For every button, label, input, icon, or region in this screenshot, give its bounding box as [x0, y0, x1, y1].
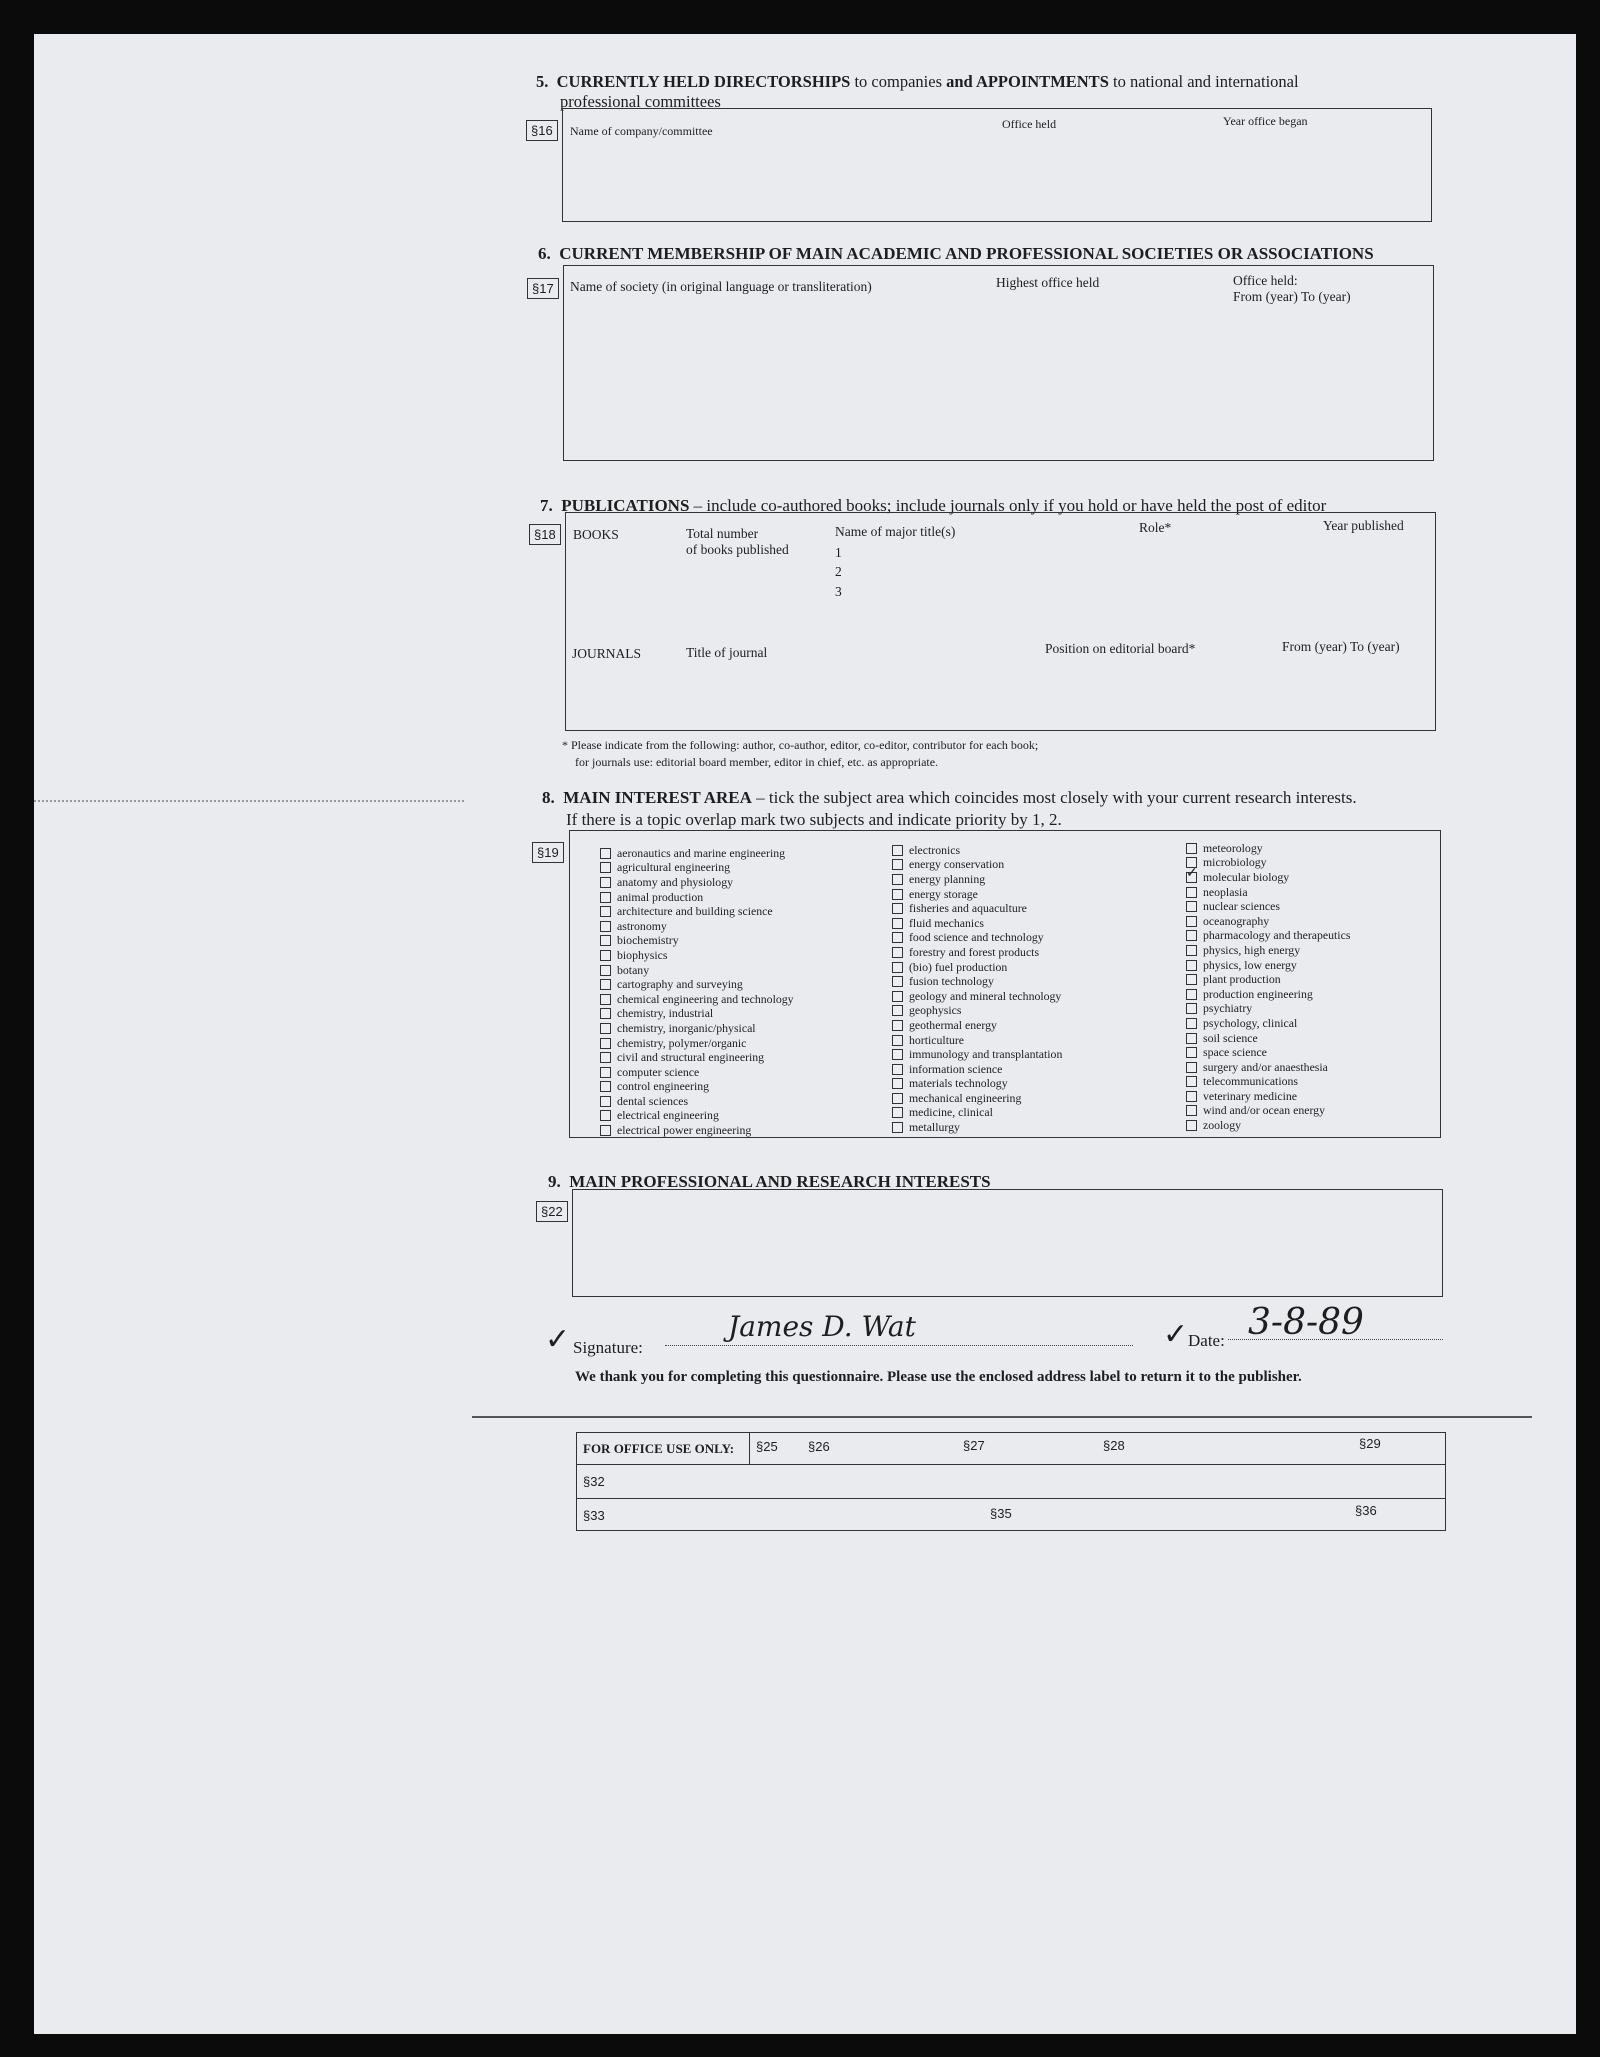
section-tag-22: §22: [536, 1201, 568, 1222]
interest-item[interactable]: [600, 1050, 794, 1065]
interest-item[interactable]: [1186, 1104, 1350, 1119]
office-row-2: [577, 1465, 1446, 1499]
interest-item[interactable]: [892, 1062, 1062, 1077]
interest-label: veterinary medicine: [1203, 1088, 1298, 1103]
interest-checkbox[interactable]: [1186, 1062, 1197, 1073]
interest-item[interactable]: [1186, 1118, 1350, 1133]
interest-label: space science: [1203, 1045, 1267, 1060]
interest-label: energy planning: [909, 871, 986, 886]
interest-item[interactable]: [892, 843, 1062, 858]
interest-checkbox[interactable]: [1186, 1018, 1197, 1029]
interest-checkbox[interactable]: [1186, 843, 1197, 854]
interest-label: production engineering: [1203, 986, 1313, 1001]
interest-label: biophysics: [617, 947, 668, 962]
interest-checkbox[interactable]: [1186, 901, 1197, 912]
interest-item[interactable]: [892, 931, 1062, 946]
signature-label: Signature:: [573, 1338, 643, 1357]
interest-checkbox[interactable]: [1186, 1105, 1197, 1116]
interest-checkbox[interactable]: [600, 1067, 611, 1078]
interest-checkbox[interactable]: [600, 906, 611, 917]
date-check-icon: ✓: [1163, 1318, 1189, 1351]
interest-label: biochemistry: [617, 933, 679, 948]
interest-label: materials technology: [909, 1076, 1008, 1091]
interest-label: electrical engineering: [617, 1108, 719, 1123]
interest-item[interactable]: [1186, 972, 1350, 987]
interest-checkbox[interactable]: [1186, 916, 1197, 927]
office-s33: §33: [583, 1508, 605, 1523]
interest-item[interactable]: [892, 1004, 1062, 1019]
interest-checkbox[interactable]: [1186, 1076, 1197, 1087]
interest-item[interactable]: [1186, 899, 1350, 914]
left-margin-dotted-line: [34, 800, 464, 802]
interest-checkbox[interactable]: [892, 947, 903, 958]
interest-label: wind and/or ocean energy: [1203, 1103, 1325, 1118]
section-5-heading: 5. CURRENTLY HELD DIRECTORSHIPS to companies and APPOINTMENTS to national and international: [536, 72, 1299, 91]
office-row-1: [750, 1433, 1446, 1465]
interest-item[interactable]: [600, 1021, 794, 1036]
office-s29: §29: [1359, 1436, 1381, 1451]
section-tag-18: §18: [529, 524, 561, 545]
interest-item[interactable]: [892, 1018, 1062, 1033]
interest-label: telecommunications: [1203, 1074, 1299, 1089]
interest-checkbox[interactable]: [600, 965, 611, 976]
interest-item[interactable]: [892, 858, 1062, 873]
interest-item[interactable]: [1186, 1089, 1350, 1104]
interest-item[interactable]: [600, 861, 794, 876]
interest-item[interactable]: [892, 1120, 1062, 1135]
interest-item[interactable]: [600, 1036, 794, 1051]
col-society-name: Name of society (in original language or transliteration): [570, 279, 872, 294]
interest-label: aeronautics and marine engineering: [617, 845, 786, 860]
interest-checkbox[interactable]: [600, 1110, 611, 1121]
interest-label: chemistry, polymer/organic: [617, 1035, 747, 1050]
interest-checkbox[interactable]: [892, 1078, 903, 1089]
interest-label: microbiology: [1203, 855, 1267, 870]
interest-label: geophysics: [909, 1003, 962, 1018]
interest-checkbox[interactable]: [892, 903, 903, 914]
interest-label: dental sciences: [617, 1093, 689, 1108]
interest-item[interactable]: [1186, 870, 1350, 885]
interest-checkbox[interactable]: [892, 1049, 903, 1060]
interest-label: immunology and transplantation: [909, 1047, 1063, 1062]
interest-label: anatomy and physiology: [617, 874, 733, 889]
interest-label: animal production: [617, 889, 704, 904]
major-titles-label: Name of major title(s): [835, 524, 956, 539]
interest-item[interactable]: [600, 934, 794, 949]
interest-item[interactable]: [1186, 987, 1350, 1002]
interest-label: information science: [909, 1061, 1003, 1076]
interest-checkbox[interactable]: [600, 892, 611, 903]
total-books-label: Total number: [686, 526, 759, 541]
editorial-position-label: Position on editorial board*: [1045, 641, 1196, 656]
interest-checkbox[interactable]: [1186, 960, 1197, 971]
interest-checkbox[interactable]: [600, 994, 611, 1005]
office-s28: §28: [1103, 1438, 1125, 1453]
interest-item[interactable]: [600, 1123, 794, 1138]
interest-label: botany: [617, 962, 650, 977]
interest-label: energy storage: [909, 886, 978, 901]
interest-item[interactable]: [892, 1047, 1062, 1062]
interest-label: physics, low energy: [1203, 957, 1297, 972]
interest-checkbox[interactable]: [892, 874, 903, 885]
interest-checkbox[interactable]: [892, 976, 903, 987]
interest-checkbox[interactable]: [1186, 872, 1197, 883]
interest-item[interactable]: [1186, 1016, 1350, 1031]
role-footnote: * Please indicate from the following: author, co-author, editor, co-editor, contributor for each book;: [562, 738, 1039, 752]
col-highest-office: Highest office held: [996, 275, 1100, 290]
title-number-1: 1: [835, 545, 842, 560]
interest-label: chemistry, industrial: [617, 1006, 714, 1021]
interest-label: fluid mechanics: [909, 915, 985, 930]
interest-item[interactable]: [600, 875, 794, 890]
section-8-heading: 8. MAIN INTEREST AREA – tick the subject area which coincides most closely with your current research interests.: [542, 788, 1357, 807]
office-row-3: [577, 1499, 1446, 1531]
interest-item[interactable]: [600, 846, 794, 861]
interest-label: astronomy: [617, 918, 667, 933]
interest-label: (bio) fuel production: [909, 959, 1008, 974]
interest-column-3: [1186, 841, 1350, 1133]
interest-checkbox[interactable]: [892, 845, 903, 856]
interest-label: chemistry, inorganic/physical: [617, 1020, 756, 1035]
interest-label: neoplasia: [1203, 884, 1248, 899]
interest-item[interactable]: [600, 977, 794, 992]
office-use-title: FOR OFFICE USE ONLY:: [577, 1433, 750, 1465]
interest-checkbox[interactable]: [892, 1035, 903, 1046]
interest-checkbox[interactable]: [600, 1008, 611, 1019]
section-tag-16: §16: [526, 120, 558, 141]
interest-checkbox[interactable]: [1186, 974, 1197, 985]
interest-checkbox[interactable]: [600, 1038, 611, 1049]
interest-label: plant production: [1203, 972, 1281, 987]
interest-item[interactable]: [600, 1007, 794, 1022]
section-tag-19: §19: [532, 842, 564, 863]
journals-label: JOURNALS: [572, 646, 642, 661]
interest-item[interactable]: [1186, 1060, 1350, 1075]
interest-checkbox[interactable]: [1186, 1120, 1197, 1131]
interest-label: control engineering: [617, 1079, 710, 1094]
interest-item[interactable]: [1186, 885, 1350, 900]
interest-checkbox[interactable]: [892, 1005, 903, 1016]
interest-label: electrical power engineering: [617, 1123, 752, 1138]
role-footnote-line2: for journals use: editorial board member, editor in chief, etc. as appropriate.: [575, 755, 939, 769]
interest-item[interactable]: [892, 1033, 1062, 1048]
col-company-name: Name of company/committee: [570, 124, 713, 138]
interest-label: nuclear sciences: [1203, 899, 1280, 914]
interest-checkbox[interactable]: [600, 950, 611, 961]
interest-checkbox[interactable]: [600, 1081, 611, 1092]
signature-check-icon: ✓: [545, 1323, 571, 1356]
interest-checkbox[interactable]: [892, 1107, 903, 1118]
interest-item[interactable]: [600, 1080, 794, 1095]
office-use-table: [576, 1432, 1446, 1531]
interest-item[interactable]: [1186, 1002, 1350, 1017]
interest-checkbox[interactable]: [600, 877, 611, 888]
office-s32: §32: [583, 1474, 605, 1489]
interest-item[interactable]: [600, 1109, 794, 1124]
year-published-label: Year published: [1323, 518, 1404, 533]
interest-item[interactable]: [600, 1094, 794, 1109]
interest-label: mechanical engineering: [909, 1090, 1022, 1105]
interest-item[interactable]: [892, 872, 1062, 887]
interest-checkbox[interactable]: [892, 918, 903, 929]
interest-checkbox[interactable]: [892, 962, 903, 973]
interest-checkbox[interactable]: [892, 889, 903, 900]
divider-rule: [472, 1416, 1532, 1418]
interest-label: fisheries and aquaculture: [909, 901, 1027, 916]
interest-item[interactable]: [892, 901, 1062, 916]
interest-label: horticulture: [909, 1032, 965, 1047]
interest-label: electronics: [909, 842, 961, 857]
interest-label: fusion technology: [909, 974, 994, 989]
interest-item[interactable]: [600, 1065, 794, 1080]
interest-label: molecular biology: [1203, 869, 1290, 884]
interest-item[interactable]: [892, 1091, 1062, 1106]
office-s26: §26: [808, 1439, 830, 1454]
interest-label: psychology, clinical: [1203, 1015, 1298, 1030]
office-s36: §36: [1355, 1503, 1377, 1518]
interest-checkbox[interactable]: [892, 859, 903, 870]
interest-label: civil and structural engineering: [617, 1050, 765, 1065]
journal-years-label: From (year) To (year): [1282, 639, 1400, 654]
interest-checkbox[interactable]: [892, 1093, 903, 1104]
interest-item[interactable]: [1186, 1075, 1350, 1090]
interest-label: metallurgy: [909, 1120, 960, 1135]
interest-item[interactable]: [892, 960, 1062, 975]
interest-item[interactable]: [1186, 943, 1350, 958]
research-interests-box: [572, 1189, 1443, 1297]
date-label: Date:: [1188, 1331, 1225, 1350]
col-office-years: From (year) To (year): [1233, 289, 1351, 304]
interest-item[interactable]: [892, 916, 1062, 931]
interest-label: agricultural engineering: [617, 860, 731, 875]
interest-item[interactable]: [1186, 929, 1350, 944]
interest-checkbox[interactable]: [892, 1122, 903, 1133]
interest-checkbox[interactable]: [600, 862, 611, 873]
signature-line[interactable]: [665, 1345, 1133, 1346]
interest-checkbox[interactable]: [892, 1064, 903, 1075]
section-6-heading: 6. CURRENT MEMBERSHIP OF MAIN ACADEMIC AND PROFESSIONAL SOCIETIES OR ASSOCIATIONS: [538, 244, 1374, 263]
interest-item[interactable]: [1186, 914, 1350, 929]
interest-item[interactable]: [1186, 1045, 1350, 1060]
interest-item[interactable]: [1186, 856, 1350, 871]
interest-item[interactable]: [1186, 841, 1350, 856]
interest-label: architecture and building science: [617, 904, 773, 919]
interest-label: soil science: [1203, 1030, 1258, 1045]
interest-label: chemical engineering and technology: [617, 991, 794, 1006]
interest-item[interactable]: [892, 1077, 1062, 1092]
interest-label: geology and mineral technology: [909, 988, 1062, 1003]
interest-item[interactable]: [892, 974, 1062, 989]
interest-checkbox[interactable]: [1186, 945, 1197, 956]
interest-item[interactable]: [600, 890, 794, 905]
interest-item[interactable]: [600, 948, 794, 963]
interest-column-1: [600, 846, 794, 1138]
interest-label: computer science: [617, 1064, 700, 1079]
title-number-3: 3: [835, 584, 842, 599]
interest-label: medicine, clinical: [909, 1105, 993, 1120]
interest-item[interactable]: [892, 945, 1062, 960]
interest-label: meteorology: [1203, 840, 1263, 855]
interest-checkbox[interactable]: [1186, 887, 1197, 898]
interest-checkbox[interactable]: [1186, 930, 1197, 941]
thank-you-note: We thank you for completing this questionnaire. Please use the enclosed address label to return it to the publisher.: [575, 1369, 1302, 1385]
interest-label: geothermal energy: [909, 1017, 997, 1032]
office-s25: §25: [756, 1439, 778, 1454]
interest-checkbox[interactable]: [600, 1023, 611, 1034]
interest-item[interactable]: [600, 992, 794, 1007]
interest-checkbox[interactable]: [600, 979, 611, 990]
col-office-held: Office held: [1002, 117, 1057, 131]
interest-label: surgery and/or anaesthesia: [1203, 1059, 1328, 1074]
signature-value: James D. Wat: [728, 1310, 916, 1343]
interest-checkbox[interactable]: [600, 848, 611, 859]
col-office-held-label: Office held:: [1233, 273, 1298, 288]
interest-item[interactable]: [892, 1106, 1062, 1121]
interest-checkbox[interactable]: [892, 991, 903, 1002]
interest-label: food science and technology: [909, 930, 1044, 945]
section-9-heading: 9. MAIN PROFESSIONAL AND RESEARCH INTERESTS: [548, 1172, 991, 1191]
interest-item[interactable]: [600, 904, 794, 919]
interest-item[interactable]: [892, 887, 1062, 902]
role-label: Role*: [1139, 520, 1172, 535]
interest-checkbox[interactable]: [600, 1096, 611, 1107]
section-8-heading-line2: If there is a topic overlap mark two subjects and indicate priority by 1, 2.: [566, 810, 1062, 829]
interest-column-2: [892, 843, 1062, 1135]
interest-item[interactable]: [1186, 1031, 1350, 1046]
interest-checkbox[interactable]: [1186, 1033, 1197, 1044]
interest-label: zoology: [1203, 1118, 1242, 1133]
interest-checkbox[interactable]: [892, 932, 903, 943]
office-s27: §27: [963, 1438, 985, 1453]
interest-label: psychiatry: [1203, 1001, 1253, 1016]
journal-title-label: Title of journal: [686, 645, 768, 660]
title-number-2: 2: [835, 564, 842, 579]
interest-item[interactable]: [1186, 958, 1350, 973]
office-s35: §35: [990, 1506, 1012, 1521]
interest-label: forestry and forest products: [909, 944, 1040, 959]
books-label: BOOKS: [573, 527, 619, 542]
interest-checkbox[interactable]: [600, 921, 611, 932]
interest-checkbox[interactable]: [1186, 1003, 1197, 1014]
interest-label: oceanography: [1203, 913, 1270, 928]
interest-item[interactable]: [600, 919, 794, 934]
interest-label: energy conservation: [909, 857, 1005, 872]
section-5-heading-line2: professional committees: [560, 92, 721, 111]
date-value: 3-8-89: [1248, 1302, 1364, 1343]
interest-checkbox[interactable]: [1186, 1091, 1197, 1102]
interest-checkbox[interactable]: [600, 1052, 611, 1063]
interest-checkbox[interactable]: [1186, 1047, 1197, 1058]
interest-checkbox[interactable]: [600, 1125, 611, 1136]
interest-label: cartography and surveying: [617, 977, 743, 992]
interest-item[interactable]: [600, 963, 794, 978]
total-books-label-2: of books published: [686, 542, 789, 557]
interest-checkbox[interactable]: [1186, 989, 1197, 1000]
interest-label: physics, high energy: [1203, 942, 1301, 957]
interest-item[interactable]: [892, 989, 1062, 1004]
section-tag-17: §17: [527, 278, 559, 299]
section-7-heading: 7. PUBLICATIONS – include co-authored books; include journals only if you hold or have held the post of editor: [540, 496, 1327, 515]
interest-checkbox[interactable]: [600, 935, 611, 946]
col-year-began: Year office began: [1223, 114, 1308, 128]
interest-checkbox[interactable]: [892, 1020, 903, 1031]
interest-label: pharmacology and therapeutics: [1203, 928, 1351, 943]
